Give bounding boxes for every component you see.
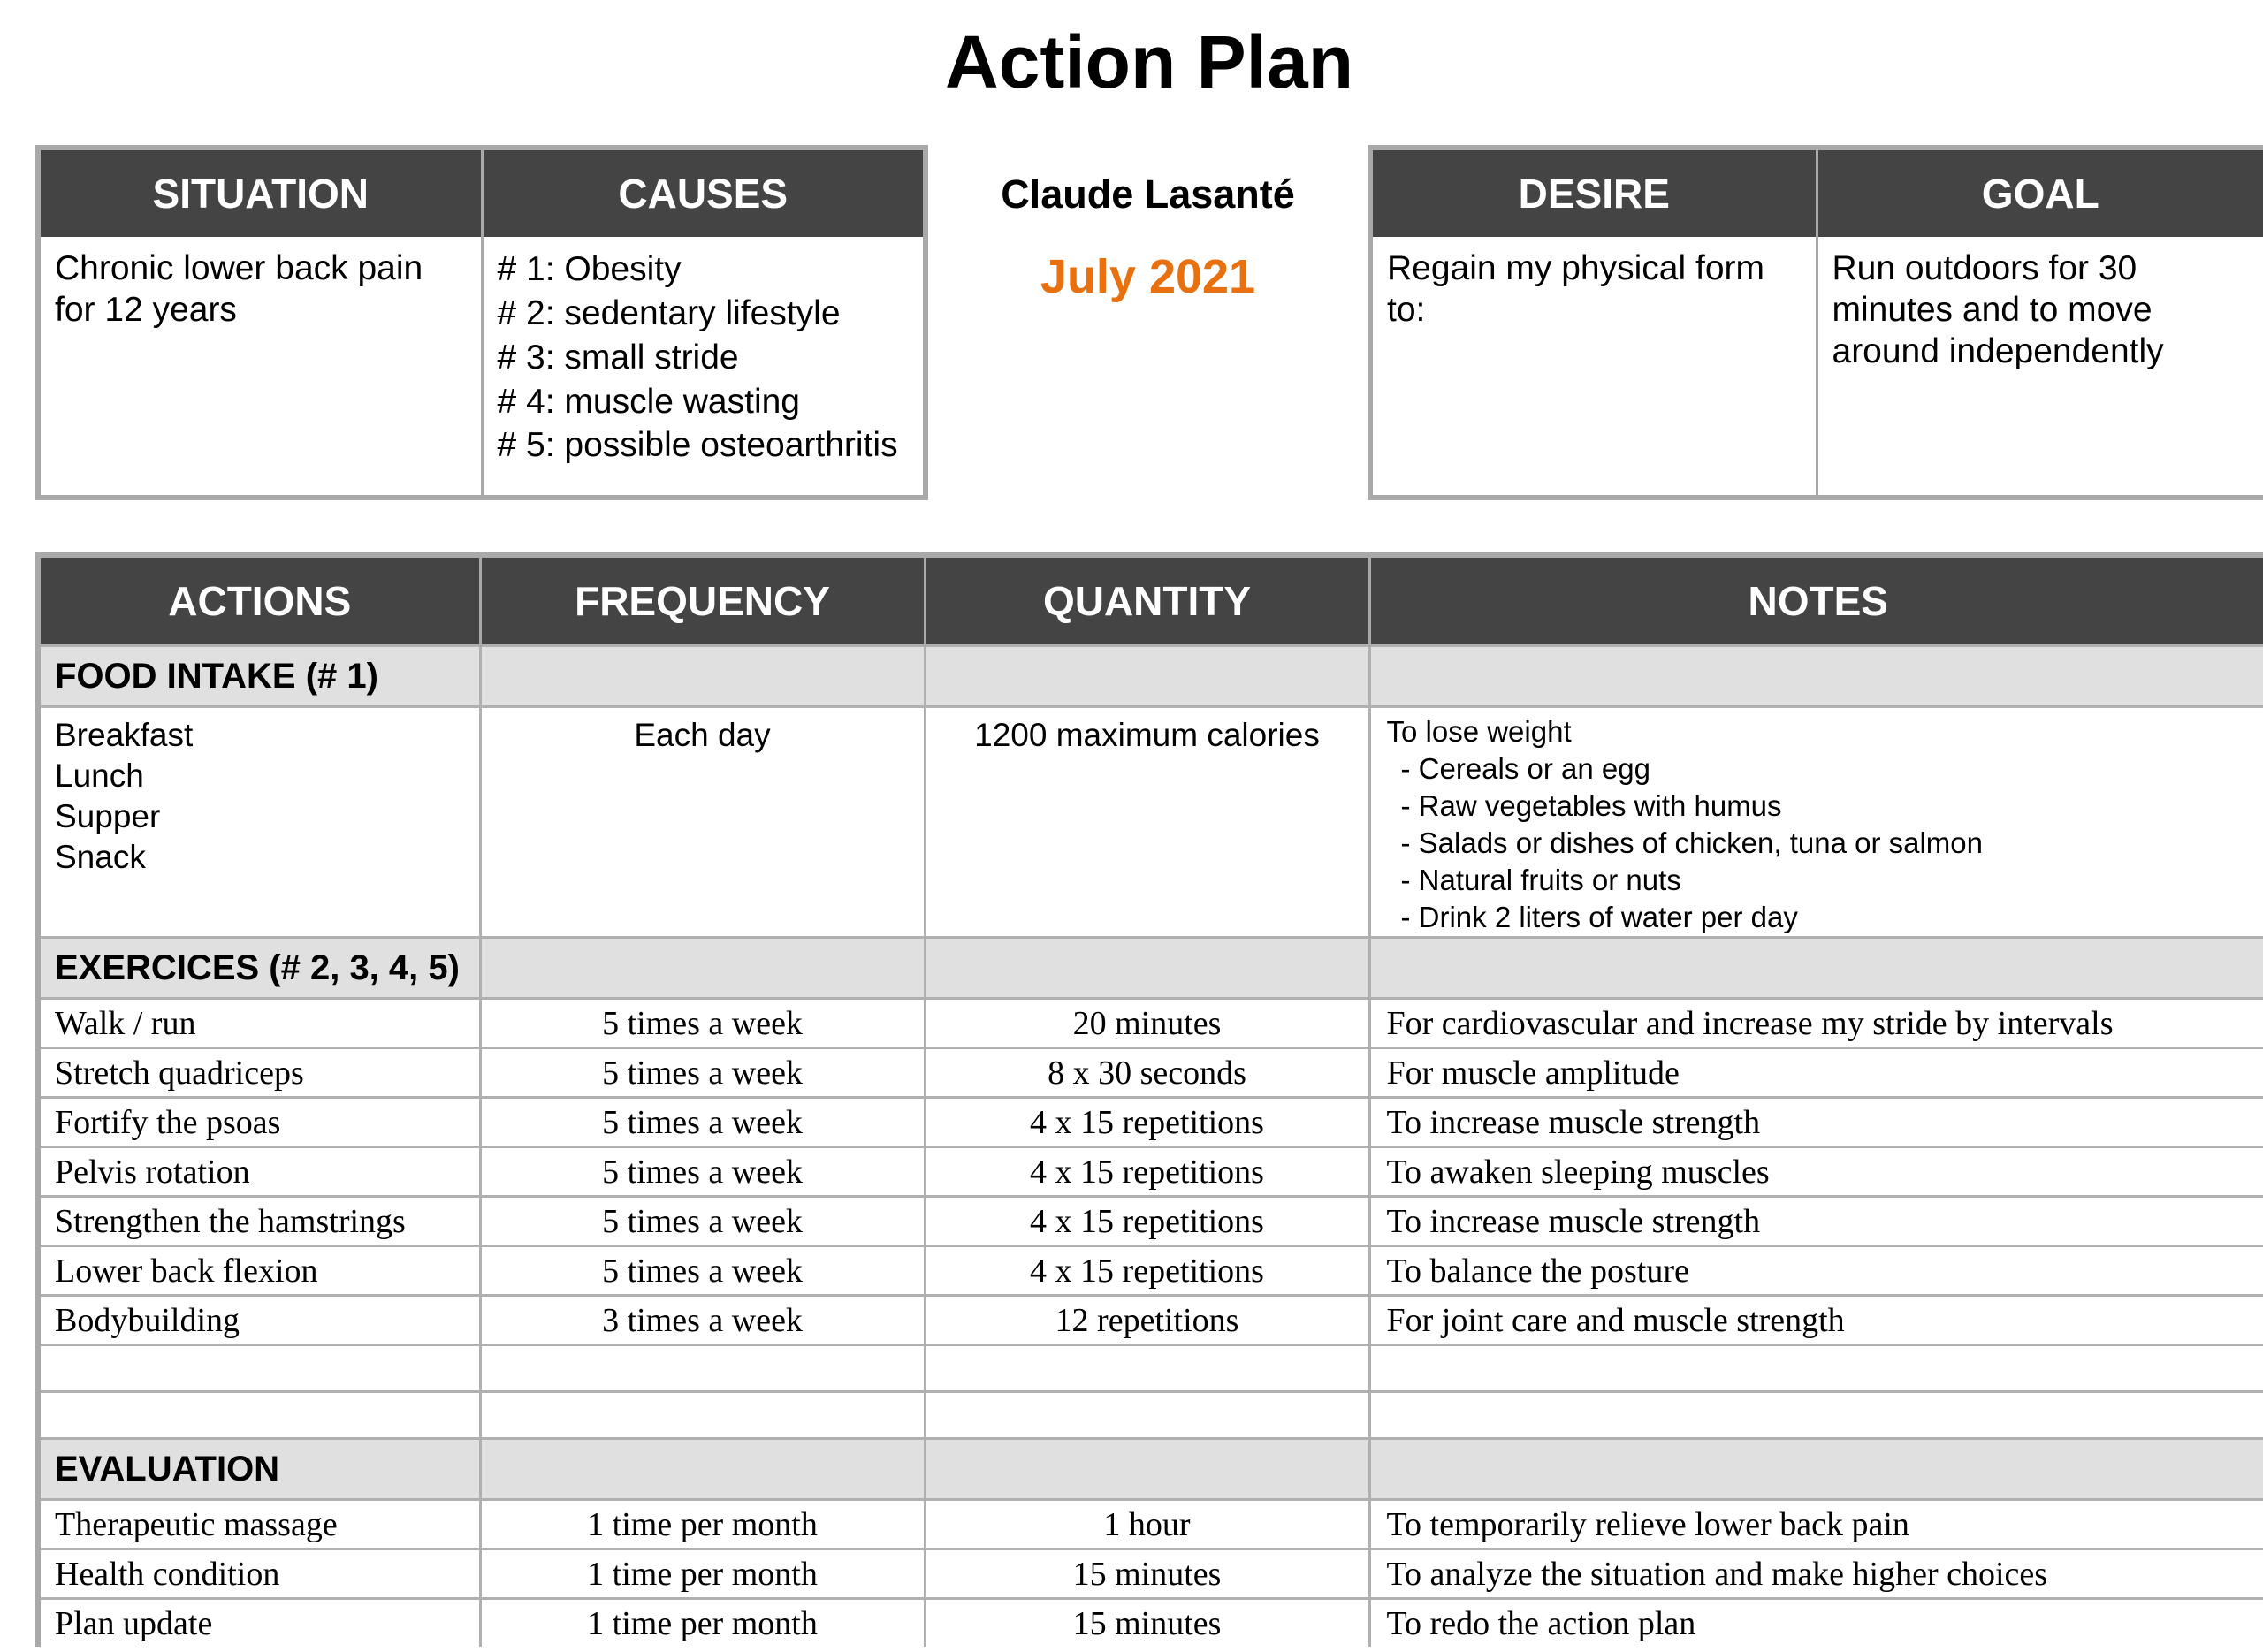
- table-row: [38, 1147, 2263, 1197]
- section-row-evaluation: [38, 1439, 2263, 1500]
- action-cell: Strengthen the hamstrings: [38, 1197, 480, 1246]
- notes-cell: To balance the posture: [1369, 1246, 2263, 1296]
- section-row-food: [38, 646, 2263, 707]
- action-cell: Health condition: [38, 1549, 480, 1599]
- empty-row: [38, 1392, 2263, 1439]
- food-note-item: - Drink 2 liters of water per day: [1400, 901, 1798, 933]
- situation-text: Chronic lower back pain for 12 years: [55, 249, 423, 329]
- table-row: [38, 1549, 2263, 1599]
- food-note-item: - Salads or dishes of chicken, tuna or salmon: [1400, 826, 1984, 859]
- cause-item: # 1: Obesity: [497, 250, 682, 288]
- empty-row: [38, 1345, 2263, 1392]
- frequency-cell: 3 times a week: [480, 1296, 925, 1345]
- action-cell: Stretch quadriceps: [38, 1048, 480, 1098]
- notes-cell: For joint care and muscle strength: [1369, 1296, 2263, 1345]
- goal-text: Run outdoors for 30 minutes and to move around independently: [1832, 249, 2164, 370]
- food-notes-cell: [1369, 707, 2263, 938]
- frequency-cell: 1 time per month: [480, 1500, 925, 1549]
- frequency-cell: 1 time per month: [480, 1599, 925, 1648]
- goal-cell: [1817, 237, 2263, 498]
- desire-goal-table: [1368, 145, 2263, 500]
- notes-cell: To analyze the situation and make higher choices: [1369, 1549, 2263, 1599]
- table-row: [38, 1599, 2263, 1648]
- notes-cell: To increase muscle strength: [1369, 1098, 2263, 1147]
- quantity-cell: 4 x 15 repetitions: [925, 1147, 1369, 1197]
- frequency-cell: 5 times a week: [480, 1246, 925, 1296]
- action-cell: Walk / run: [38, 999, 480, 1048]
- section-title-exercises: EXERCICES (# 2, 3, 4, 5): [38, 938, 480, 999]
- table-row: [38, 1197, 2263, 1246]
- food-note-item: - Raw vegetables with humus: [1400, 789, 1782, 822]
- desire-text: Regain my physical form to:: [1387, 249, 1764, 329]
- quantity-cell: 20 minutes: [925, 999, 1369, 1048]
- header-causes: CAUSES: [482, 148, 926, 237]
- action-cell: Pelvis rotation: [38, 1147, 480, 1197]
- situation-cell: [38, 237, 482, 498]
- food-frequency: Each day: [480, 707, 925, 938]
- table-row: [38, 999, 2263, 1048]
- header-situation: SITUATION: [38, 148, 482, 237]
- food-notes-title: To lose weight: [1386, 715, 1572, 748]
- quantity-cell: 4 x 15 repetitions: [925, 1197, 1369, 1246]
- food-note-item: - Natural fruits or nuts: [1400, 864, 1681, 896]
- quantity-cell: 15 minutes: [925, 1599, 1369, 1648]
- header-frequency: FREQUENCY: [480, 555, 925, 646]
- person-name: Claude Lasanté: [1001, 171, 1295, 217]
- notes-cell: To redo the action plan: [1369, 1599, 2263, 1648]
- quantity-cell: 1 hour: [925, 1500, 1369, 1549]
- notes-cell: To increase muscle strength: [1369, 1197, 2263, 1246]
- quantity-cell: 8 x 30 seconds: [925, 1048, 1369, 1098]
- table-row: [38, 1296, 2263, 1345]
- header-goal: GOAL: [1817, 148, 2263, 237]
- frequency-cell: 5 times a week: [480, 1098, 925, 1147]
- food-action-item: Snack: [55, 839, 146, 875]
- plan-period: July 2021: [1040, 250, 1256, 303]
- desire-cell: [1370, 237, 1817, 498]
- action-cell: Therapeutic massage: [38, 1500, 480, 1549]
- cause-item: # 4: muscle wasting: [497, 383, 800, 421]
- quantity-cell: 4 x 15 repetitions: [925, 1098, 1369, 1147]
- plan-owner-block: [928, 145, 1368, 308]
- causes-cell: [482, 237, 926, 498]
- quantity-cell: 15 minutes: [925, 1549, 1369, 1599]
- quantity-cell: 4 x 15 repetitions: [925, 1246, 1369, 1296]
- frequency-cell: 5 times a week: [480, 1147, 925, 1197]
- food-actions-cell: [38, 707, 480, 938]
- action-cell: Plan update: [38, 1599, 480, 1648]
- action-cell: Bodybuilding: [38, 1296, 480, 1345]
- notes-cell: To awaken sleeping muscles: [1369, 1147, 2263, 1197]
- table-row: [38, 1048, 2263, 1098]
- cause-item: # 3: small stride: [497, 339, 739, 377]
- food-action-item: Supper: [55, 798, 161, 834]
- food-action-item: Breakfast: [55, 717, 194, 753]
- header-actions: ACTIONS: [38, 555, 480, 646]
- frequency-cell: 5 times a week: [480, 1048, 925, 1098]
- cause-item: # 2: sedentary lifestyle: [497, 294, 841, 332]
- page-title: Action Plan: [944, 20, 1354, 103]
- table-row: [38, 1098, 2263, 1147]
- frequency-cell: 5 times a week: [480, 1197, 925, 1246]
- cause-item: # 5: possible osteoarthritis: [497, 426, 898, 464]
- notes-cell: For cardiovascular and increase my stride by intervals: [1369, 999, 2263, 1048]
- frequency-cell: 1 time per month: [480, 1549, 925, 1599]
- situation-causes-table: [35, 145, 928, 500]
- notes-cell: For muscle amplitude: [1369, 1048, 2263, 1098]
- actions-table: [35, 552, 2263, 1647]
- header-quantity: QUANTITY: [925, 555, 1369, 646]
- table-row-food: [38, 707, 2263, 938]
- food-action-item: Lunch: [55, 757, 144, 794]
- food-quantity: 1200 maximum calories: [925, 707, 1369, 938]
- notes-cell: To temporarily relieve lower back pain: [1369, 1500, 2263, 1549]
- food-note-item: - Cereals or an egg: [1400, 752, 1650, 785]
- header-notes: NOTES: [1369, 555, 2263, 646]
- table-row: [38, 1246, 2263, 1296]
- action-cell: Fortify the psoas: [38, 1098, 480, 1147]
- quantity-cell: 12 repetitions: [925, 1296, 1369, 1345]
- section-title-evaluation: EVALUATION: [38, 1439, 480, 1500]
- section-row-exercises: [38, 938, 2263, 999]
- table-row: [38, 1500, 2263, 1549]
- header-desire: DESIRE: [1370, 148, 1817, 237]
- section-title-food: FOOD INTAKE (# 1): [38, 646, 480, 707]
- frequency-cell: 5 times a week: [480, 999, 925, 1048]
- action-cell: Lower back flexion: [38, 1246, 480, 1296]
